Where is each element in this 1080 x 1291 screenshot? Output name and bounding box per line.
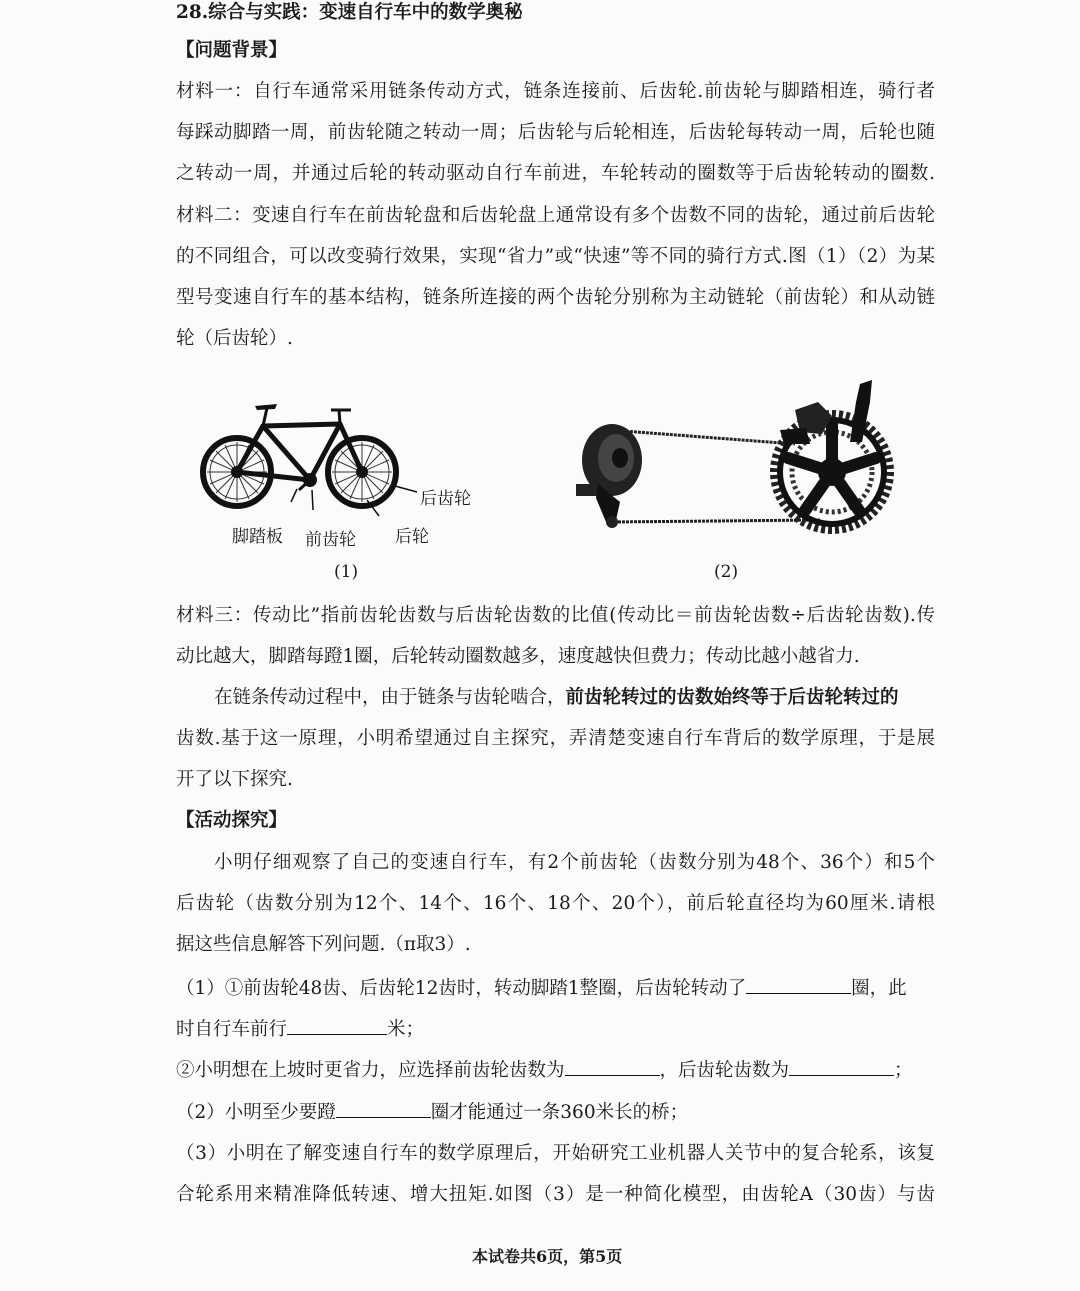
page-footer: 本试卷共6页，第5页 — [472, 1247, 623, 1266]
material1-line-2: 每踩动脚踏一周，前齿轮随之转动一周；后齿轮与后轮相连，后齿轮每转动一周，后轮也随 — [176, 122, 935, 143]
activity-line-2: 后齿轮（齿数分别为12个、14个、16个、18个、20个），前后轮直径均为60厘米.请根 — [176, 893, 935, 914]
answer-blank-q2[interactable] — [336, 1099, 431, 1118]
q1a2-suffix: 米； — [387, 1019, 425, 1040]
section-background-heading: 【问题背景】 — [176, 40, 288, 61]
answer-blank-q1b-front[interactable] — [565, 1057, 660, 1076]
q1a2-prefix: 时自行车前行 — [176, 1019, 288, 1040]
principle-line-1-bold: 前齿轮转过的齿数始终等于后齿轮转过的 — [565, 687, 899, 708]
question-3-line-1: （3）小明在了解变速自行车的数学原理后，开始研究工业机器人关节中的复合轮系，该复 — [176, 1143, 935, 1164]
figure-1-bicycle — [195, 390, 435, 530]
principle-line-2: 齿数.基于这一原理，小明希望通过自主探究，弄清楚变速自行车背后的数学原理，于是展 — [176, 728, 935, 749]
principle-line-1 — [214, 685, 899, 711]
q2-prefix: （2）小明至少要蹬 — [176, 1102, 336, 1123]
question-1b — [176, 1057, 913, 1084]
answer-blank-q1a-1[interactable] — [746, 975, 851, 994]
drivetrain-illustration — [576, 380, 890, 530]
figure-2-drivetrain — [570, 372, 910, 532]
question-1a-cont — [176, 1016, 424, 1043]
question-1a — [176, 975, 907, 1002]
material2-line-1: 材料二：变速自行车在前齿轮盘和后齿轮盘上通常设有多个齿数不同的齿轮，通过前后齿轮 — [176, 205, 935, 226]
section-activity-heading: 【活动探究】 — [176, 810, 288, 831]
activity-line-1: 小明仔细观察了自己的变速自行车，有2个前齿轮（齿数分别为48个、36个）和5个 — [214, 852, 935, 873]
material2-line-3: 型号变速自行车的基本结构，链条所连接的两个齿轮分别称为主动链轮（前齿轮）和从动链 — [176, 287, 935, 308]
material2-line-2: 的不同组合，可以改变骑行效果，实现“省力”或“快速”等不同的骑行方式.图（1）（2）为某 — [176, 246, 935, 267]
q1b-suffix: ； — [894, 1060, 913, 1081]
material2-line-4: 轮（后齿轮）. — [176, 328, 293, 349]
q2-suffix: 圈才能通过一条360米长的桥； — [430, 1102, 689, 1123]
answer-blank-q1b-rear[interactable] — [789, 1057, 894, 1076]
material1-line-3: 之转动一周，并通过后轮的转动驱动自行车前进，车轮转动的圈数等于后齿轮转动的圈数. — [176, 163, 935, 184]
q1b-mid: ，后齿轮齿数为 — [659, 1060, 790, 1081]
label-rear-wheel: 后轮 — [395, 527, 429, 547]
q1a-suffix: 圈，此 — [851, 978, 907, 999]
figure-2-caption: (2) — [714, 562, 739, 582]
material3-line-2: 动比越大，脚踏每蹬1圈，后轮转动圈数越多，速度越快但费力；传动比越小越省力. — [176, 646, 860, 667]
principle-line-1-text: 在链条传动过程中，由于链条与齿轮啮合， — [214, 687, 566, 708]
activity-line-3: 据这些信息解答下列问题.（π取3）. — [176, 934, 471, 955]
bicycle-illustration — [203, 404, 417, 516]
label-front-gear: 前齿轮 — [305, 530, 356, 550]
label-pedal: 脚踏板 — [232, 527, 283, 547]
material3-line-1: 材料三：传动比”指前齿轮齿数与后齿轮齿数的比值(传动比＝前齿轮齿数÷后齿轮齿数).传 — [176, 605, 935, 626]
question-3-line-2: 合轮系用来精准降低转速、增大扭矩.如图（3）是一种简化模型，由齿轮A（30齿）与齿 — [176, 1184, 935, 1205]
figure-1-caption: (1) — [334, 562, 359, 582]
answer-blank-q1a-2[interactable] — [287, 1016, 387, 1035]
problem-title: 28.综合与实践：变速自行车中的数学奥秘 — [176, 2, 523, 23]
q1b-prefix: ②小明想在上坡时更省力，应选择前齿轮齿数为 — [176, 1060, 565, 1081]
label-rear-gear: 后齿轮 — [420, 489, 471, 509]
material1-line-1: 材料一：自行车通常采用链条传动方式，链条连接前、后齿轮.前齿轮与脚踏相连，骑行者 — [176, 81, 935, 102]
question-2 — [176, 1099, 688, 1126]
q1a-prefix: （1）①前齿轮48齿、后齿轮12齿时，转动脚踏1整圈，后齿轮转动了 — [176, 978, 747, 999]
principle-line-3: 开了以下探究. — [176, 769, 293, 790]
